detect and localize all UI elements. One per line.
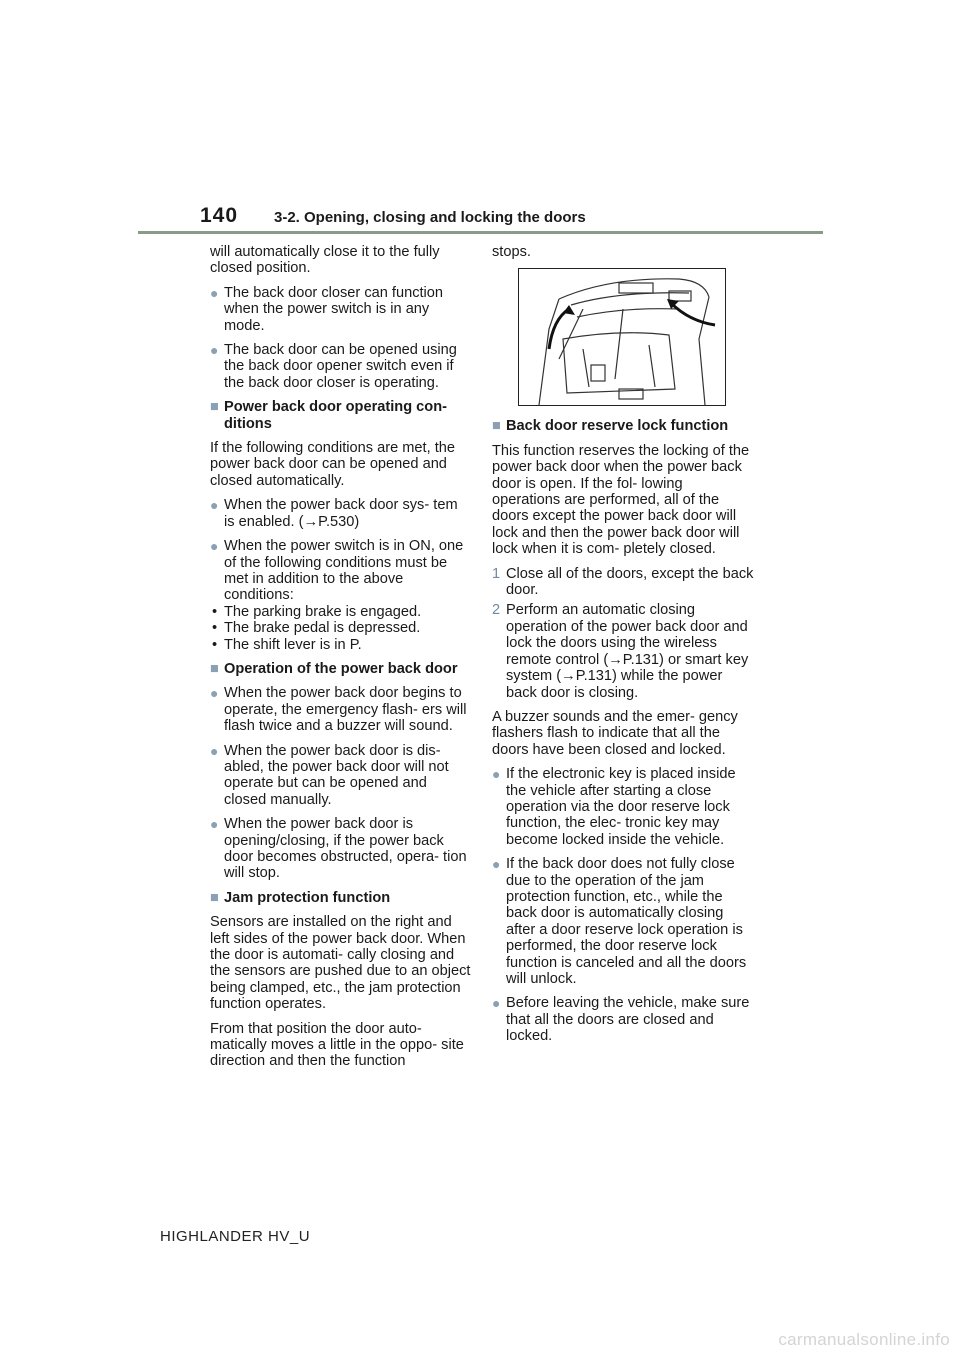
bullet-icon: ● bbox=[492, 856, 501, 873]
left-column bbox=[210, 244, 472, 1078]
square-icon: ■ bbox=[210, 399, 219, 416]
bullet-item: ● The back door can be opened using the back door opener switch even if the back door closer is operating. bbox=[210, 342, 457, 391]
bullet-item: ● The back door closer can function when the power switch is in any mode. bbox=[210, 284, 444, 334]
bullet-item: ● When the power back door begins to operate, the emergency flash- ers will flash twice and a buzzer will sound. bbox=[210, 685, 467, 735]
bullet-item: ● When the power back door is dis- abled, the power back door will not operate but can be opened and closed manually. bbox=[210, 742, 449, 808]
subheading: ■ Power back door operating con- ditions bbox=[210, 399, 447, 432]
square-icon: ■ bbox=[492, 418, 501, 435]
bullet-item: ● If the electronic key is placed inside the vehicle after starting a close operation via the door reserve lock function, the elec- tronic key may become locked inside the vehicle. bbox=[492, 766, 736, 848]
section-title: 3-2. Opening, closing and locking the doors bbox=[274, 209, 586, 226]
subheading: ■ Jam protection function bbox=[210, 889, 391, 906]
footer-model: HIGHLANDER HV_U bbox=[160, 1228, 311, 1245]
header-rule bbox=[138, 231, 823, 234]
paragraph: Sensors are installed on the right and left sides of the power back door. When the door is automati- cally closing and the sensors are pushed due to an object being clamped, etc., the jam protection function operates. bbox=[210, 914, 471, 1013]
paragraph: stops. bbox=[492, 244, 531, 260]
bullet-item: ● If the back door does not fully close due to the operation of the jam protection function, etc., while the back door is automatically closing after a door reserve lock operation is performed, the door reserve lock function is canceled and all the doors will unlock. bbox=[492, 856, 747, 987]
bullet-icon: ● bbox=[492, 766, 501, 783]
watermark: carmanualsonline.info bbox=[778, 1330, 950, 1349]
bullet-icon: ● bbox=[210, 284, 219, 301]
list-item: • The parking brake is engaged. bbox=[212, 603, 422, 620]
bullet-icon: ● bbox=[210, 816, 219, 833]
bullet-icon: ● bbox=[210, 538, 219, 555]
page-number: 140 bbox=[200, 204, 239, 227]
paragraph: A buzzer sounds and the emer- gency flashers flash to indicate that all the doors have been closed and locked. bbox=[492, 708, 738, 758]
bullet-icon: ● bbox=[492, 995, 501, 1012]
bullet-item: ● When the power switch is in ON, one of the following conditions must be met in addition to the above conditions: bbox=[210, 538, 464, 604]
step-item: 1 Close all of the doors, except the back door. bbox=[492, 565, 754, 599]
paragraph: This function reserves the locking of the power back door when the power back door is open. If the fol- lowing operations are performed, all of the doors except the power back door will lock and then the power back door will lock when it is com- pletely closed. bbox=[492, 442, 750, 558]
bullet-icon: ● bbox=[210, 685, 219, 702]
back-door-icon bbox=[519, 269, 725, 405]
list-item: • The brake pedal is depressed. bbox=[212, 620, 421, 637]
bullet-item: ● When the power back door is opening/closing, if the power back door becomes obstructed, opera- tion will stop. bbox=[210, 816, 467, 882]
step-item: 2 Perform an automatic closing operation of the power back door and lock the doors using the wireless remote control (→P.131) or smart key system (→P.131) while the power back door is closing. bbox=[492, 602, 749, 701]
paragraph: From that position the door auto- matically moves a little in the oppo- site direction and then the function bbox=[210, 1020, 464, 1070]
paragraph: If the following conditions are met, the power back door can be opened and closed automatically. bbox=[210, 440, 455, 489]
back-door-illustration bbox=[518, 268, 726, 406]
bullet-icon: ● bbox=[210, 742, 219, 759]
paragraph: will automatically close it to the fully closed position. bbox=[210, 244, 440, 277]
square-icon: ■ bbox=[210, 889, 219, 906]
list-item: • The shift lever is in P. bbox=[212, 636, 362, 653]
bullet-icon: ● bbox=[210, 497, 219, 514]
bullet-item: ● When the power back door sys- tem is enabled. (→P.530) bbox=[210, 497, 458, 530]
subheading: ■ Operation of the power back door bbox=[210, 660, 458, 677]
subheading: ■ Back door reserve lock function bbox=[492, 418, 729, 435]
right-column bbox=[492, 244, 754, 1053]
square-icon: ■ bbox=[210, 660, 219, 677]
bullet-icon: ● bbox=[210, 342, 219, 359]
bullet-item: ● Before leaving the vehicle, make sure that all the doors are closed and locked. bbox=[492, 995, 750, 1045]
